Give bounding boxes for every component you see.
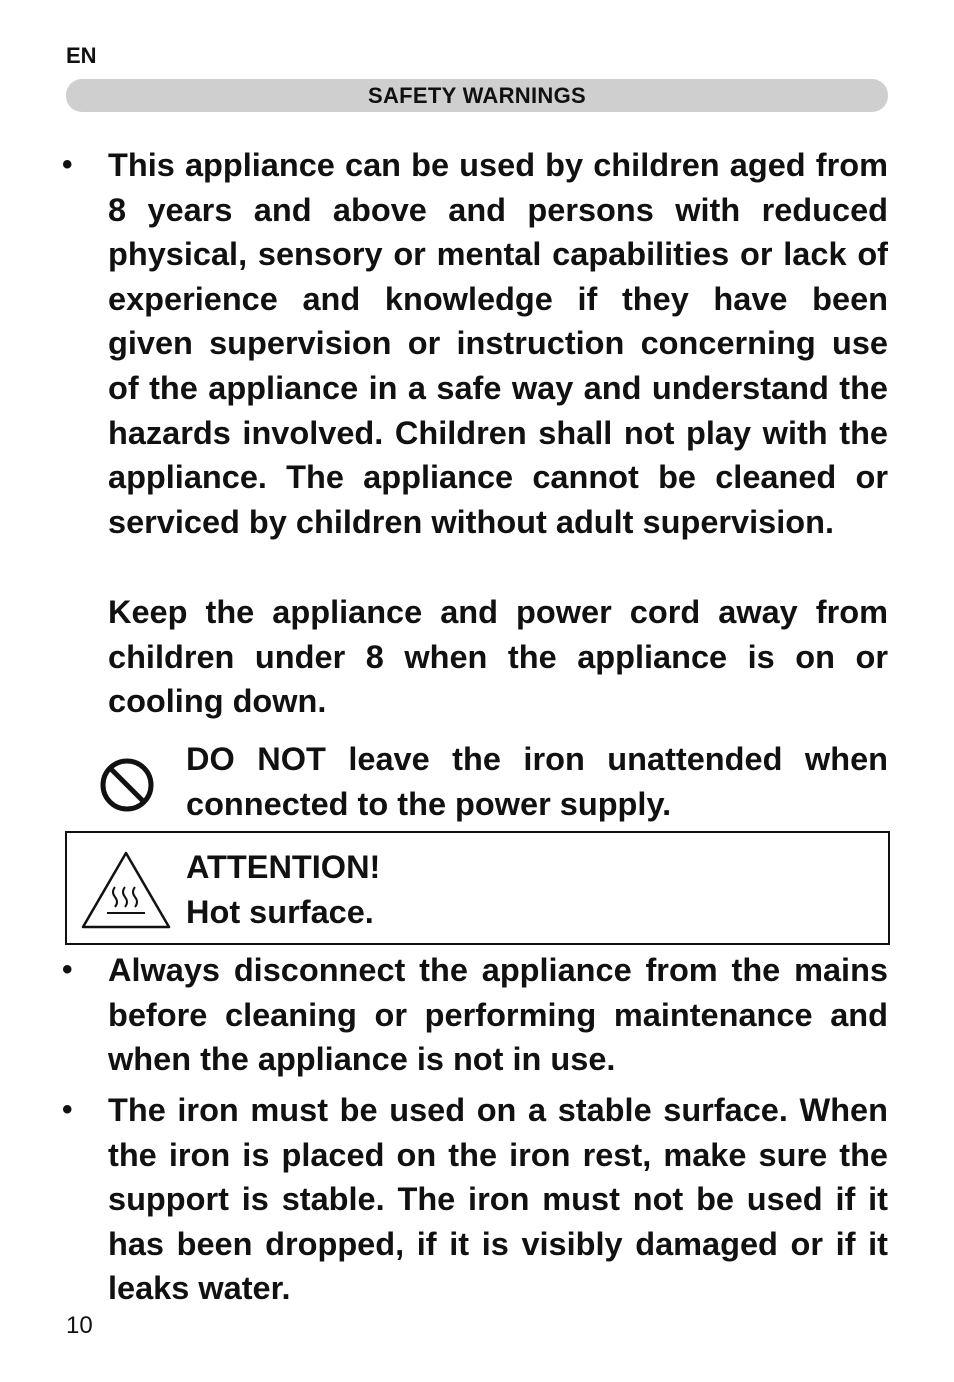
language-code: EN	[66, 43, 97, 68]
hot-surface-text: Hot surface.	[186, 894, 374, 930]
page-number: 10	[66, 1312, 93, 1339]
attention-box	[65, 831, 890, 945]
bullet-marker: •	[62, 1093, 73, 1126]
bullet-marker: •	[62, 953, 73, 986]
prohibition-icon	[98, 756, 156, 814]
keep-away-paragraph: Keep the appliance and power cord away from children under 8 when the appliance is on or cooling down.	[108, 594, 888, 720]
bullet-marker: •	[62, 148, 73, 181]
hot-surface-warning-icon	[79, 849, 173, 931]
section-header: SAFETY WARNINGS	[66, 79, 888, 112]
attention-title: ATTENTION!	[186, 849, 381, 885]
stable-surface-paragraph: The iron must be used on a stable surface. When the iron is placed on the iron rest, make sure the support is stable. The iron must not be used if it has been dropped, if it is visibly damaged or if it leaks water.	[108, 1092, 888, 1307]
children-warning-paragraph: This appliance can be used by children aged from 8 years and above and persons with reduced physical, sensory or mental capabilities or lack of experience and knowledge if they have been given supervision or instruction concerning use of the appliance in a safe way and understand the hazards involved. Children shall not play with the appliance. The appliance cannot be cleaned or serviced by children without adult supervision.	[108, 147, 888, 540]
do-not-leave-warning: DO NOT leave the iron unattended when connected to the power supply.	[186, 741, 888, 822]
disconnect-paragraph: Always disconnect the appliance from the mains before cleaning or performing maintenance and when the appliance is not in use.	[108, 952, 888, 1078]
